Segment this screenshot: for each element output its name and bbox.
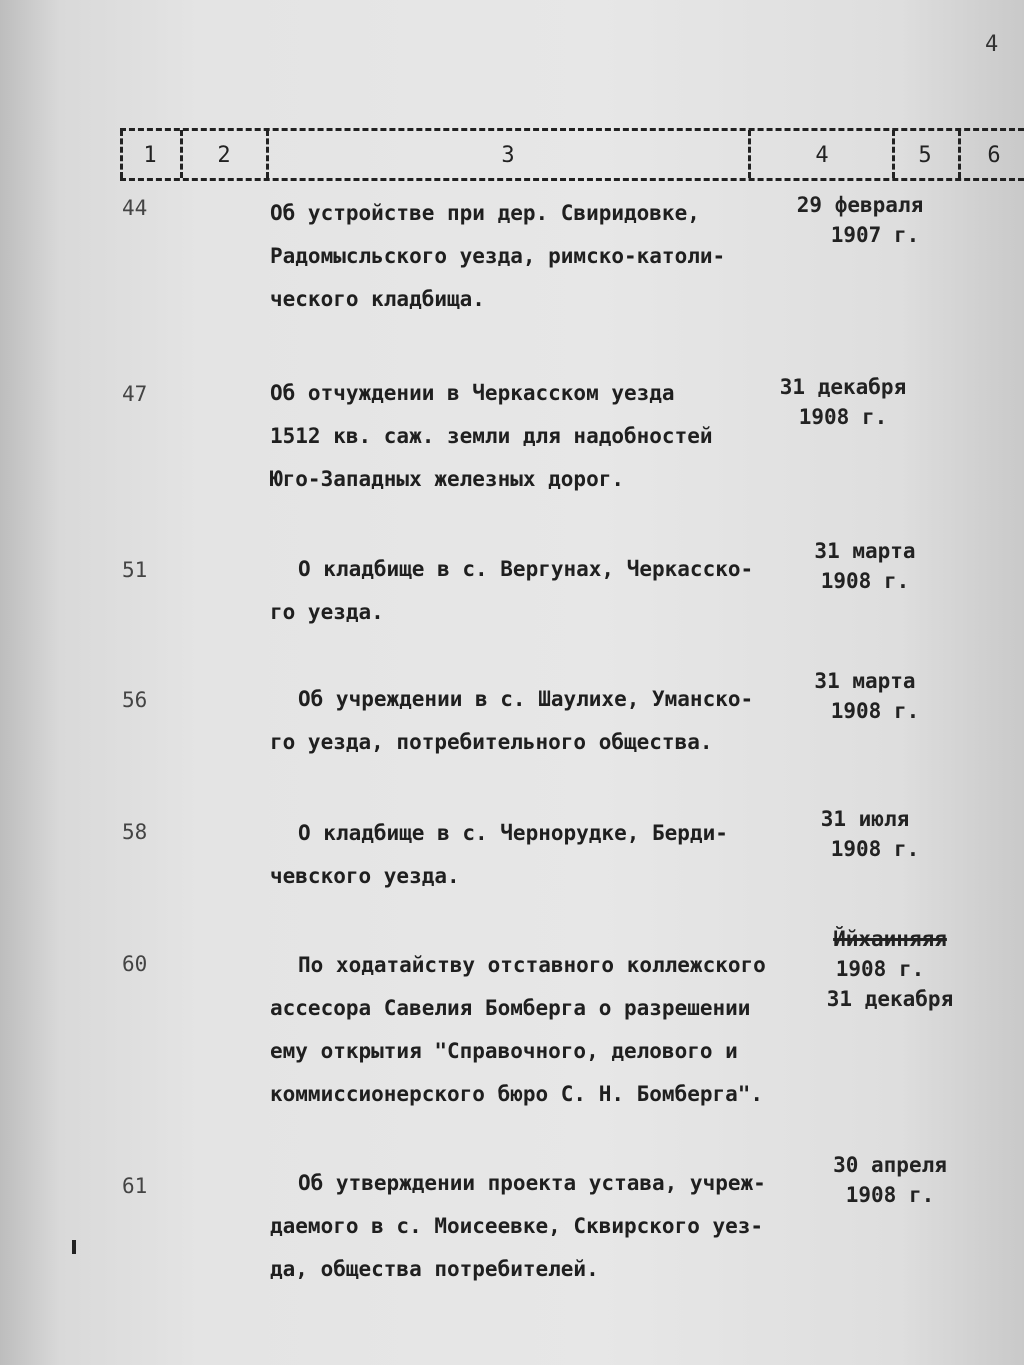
date-line: 1908 г. (830, 837, 920, 861)
description-line: го уезда, потребительного общества. (270, 730, 713, 754)
date-line: 29 февраля (796, 193, 924, 217)
description-line: Об отчуждении в Черкасском уезда (270, 381, 675, 405)
description-line: Юго-Западных железных дорог. (270, 467, 625, 491)
date-line: 31 марта (814, 539, 916, 563)
description-line: ассесора Савелия Бомберга о разрешении (270, 996, 751, 1020)
header-separator (180, 130, 183, 178)
entry-number: 47 (122, 382, 148, 406)
header-separator (958, 130, 961, 178)
date-line: 31 июля (820, 807, 910, 831)
date-line: 1908 г. (845, 1183, 935, 1207)
date-line-struck: Ййхаиняяя (833, 927, 947, 951)
description-line: коммиссионерского бюро С. Н. Бомберга". (270, 1082, 764, 1106)
entry-date (768, 372, 918, 432)
description-line: Радомысльского уезда, римско-католи- (270, 244, 726, 268)
date-line: 1907 г. (830, 223, 920, 247)
description-line: ческого кладбища. (270, 287, 485, 311)
header-col-6: 6 (987, 143, 1001, 168)
entry-description (270, 548, 838, 634)
entry-number: 60 (122, 952, 148, 976)
description-line: Об учреждении в с. Шаулихе, Уманско- (298, 687, 754, 711)
entry-date (780, 190, 940, 250)
entry-number: 61 (122, 1174, 148, 1198)
entry-date (820, 924, 960, 1014)
header-separator (120, 130, 123, 178)
date-line: 31 марта (814, 669, 916, 693)
description-line: Об устройстве при дер. Свиридовке, (270, 201, 700, 225)
entry-description (270, 944, 838, 1116)
header-col-2: 2 (217, 143, 231, 168)
header-separator (748, 130, 751, 178)
header-top-rule (120, 128, 1024, 131)
description-line: го уезда. (270, 600, 384, 624)
entry-date (800, 666, 930, 726)
entry-number: 56 (122, 688, 148, 712)
header-separator (892, 130, 895, 178)
header-col-3: 3 (501, 143, 515, 168)
date-line: 1908 г. (835, 957, 925, 981)
header-col-4: 4 (815, 143, 829, 168)
entry-description (270, 1162, 838, 1291)
description-line: По ходатайству отставного коллежского (298, 953, 766, 977)
description-line: чевского уезда. (270, 864, 460, 888)
date-line: 1908 г. (830, 699, 920, 723)
entry-number: 58 (122, 820, 148, 844)
entry-date (820, 1150, 960, 1210)
date-line: 1908 г. (798, 405, 888, 429)
description-line: О кладбище в с. Вергунах, Черкасско- (298, 557, 754, 581)
entry-number: 44 (122, 196, 148, 220)
header-col-5: 5 (918, 143, 932, 168)
entry-description (270, 812, 838, 898)
binding-hole-mark (72, 1240, 76, 1254)
date-line: 30 апреля (833, 1153, 947, 1177)
date-line: 1908 г. (820, 569, 910, 593)
description-line: да, общества потребителей. (270, 1257, 599, 1281)
description-line: даемого в с. Моисеевке, Сквирского уез- (270, 1214, 764, 1238)
table-header (120, 128, 1024, 180)
date-line: 31 декабря (779, 375, 907, 399)
description-line: 1512 кв. саж. земли для надобностей (270, 424, 713, 448)
page-number: 4 (985, 32, 999, 57)
entry-description (270, 372, 810, 501)
description-line: Об утверждении проекта устава, учреж- (298, 1171, 766, 1195)
entry-date (800, 804, 930, 864)
entry-description (270, 192, 810, 321)
header-bottom-rule (120, 178, 1024, 181)
description-line: О кладбище в с. Чернорудке, Берди- (298, 821, 728, 845)
entry-description (270, 678, 838, 764)
header-separator (266, 130, 269, 178)
entry-date (800, 536, 930, 596)
entry-number: 51 (122, 558, 148, 582)
description-line: ему открытия "Справочного, делового и (270, 1039, 738, 1063)
date-line: 31 декабря (826, 987, 954, 1011)
header-col-1: 1 (143, 143, 157, 168)
